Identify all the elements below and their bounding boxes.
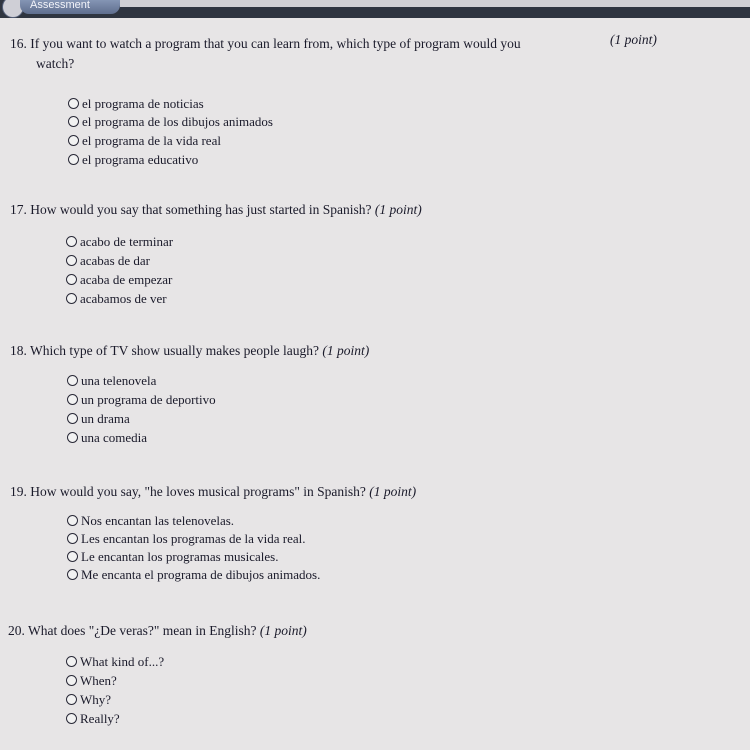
question-18-line1 bbox=[10, 343, 369, 359]
question-20-option-2[interactable]: When? bbox=[66, 673, 117, 689]
question-18-option-2[interactable]: un programa de deportivo bbox=[67, 392, 216, 408]
radio-button-icon[interactable] bbox=[67, 413, 78, 424]
radio-button-icon[interactable] bbox=[66, 293, 77, 304]
question-16-line1 bbox=[10, 36, 521, 52]
top-bar bbox=[0, 0, 750, 18]
tab-assessment[interactable]: Assessment bbox=[20, 0, 120, 14]
radio-button-icon[interactable] bbox=[67, 432, 78, 443]
question-20-line1 bbox=[8, 623, 307, 639]
question-18-number: 18. bbox=[10, 343, 27, 358]
question-18-points: (1 point) bbox=[322, 343, 370, 358]
question-17-number: 17. bbox=[10, 202, 27, 217]
question-20-text: What does "¿De veras?" mean in English? bbox=[28, 623, 257, 638]
question-16-text: If you want to watch a program that you can learn from, which type of program would you bbox=[30, 36, 521, 51]
radio-button-icon[interactable] bbox=[66, 675, 77, 686]
question-20-option-3[interactable]: Why? bbox=[66, 692, 111, 708]
question-19-text: How would you say, "he loves musical programs" in Spanish? bbox=[30, 484, 366, 499]
radio-button-icon[interactable] bbox=[68, 135, 79, 146]
question-18-option-1[interactable]: una telenovela bbox=[67, 373, 156, 389]
radio-button-icon[interactable] bbox=[67, 569, 78, 580]
question-20-points: (1 point) bbox=[259, 623, 307, 638]
question-18-option-3[interactable]: un drama bbox=[67, 411, 130, 427]
question-20-number: 20. bbox=[8, 623, 25, 638]
question-18-text: Which type of TV show usually makes people laugh? bbox=[30, 343, 319, 358]
radio-button-icon[interactable] bbox=[66, 713, 77, 724]
radio-button-icon[interactable] bbox=[67, 394, 78, 405]
radio-button-icon[interactable] bbox=[68, 98, 79, 109]
radio-button-icon[interactable] bbox=[66, 274, 77, 285]
radio-button-icon[interactable] bbox=[68, 116, 79, 127]
radio-button-icon[interactable] bbox=[67, 515, 78, 526]
question-16-option-2[interactable]: el programa de los dibujos animados bbox=[68, 114, 273, 130]
question-17-option-4[interactable]: acabamos de ver bbox=[66, 291, 167, 307]
radio-button-icon[interactable] bbox=[66, 656, 77, 667]
question-16-number: 16. bbox=[10, 36, 27, 51]
question-17-line1 bbox=[10, 202, 422, 218]
question-20-option-4[interactable]: Really? bbox=[66, 711, 120, 727]
radio-button-icon[interactable] bbox=[67, 551, 78, 562]
radio-button-icon[interactable] bbox=[67, 533, 78, 544]
question-17-option-2[interactable]: acabas de dar bbox=[66, 253, 150, 269]
question-19-option-1[interactable]: Nos encantan las telenovelas. bbox=[67, 513, 234, 529]
question-19-option-3[interactable]: Le encantan los programas musicales. bbox=[67, 549, 278, 565]
question-19-line1 bbox=[10, 484, 416, 500]
question-20-option-1[interactable]: What kind of...? bbox=[66, 654, 164, 670]
question-17-text: How would you say that something has just started in Spanish? bbox=[30, 202, 372, 217]
top-bar-strip bbox=[120, 0, 750, 7]
radio-button-icon[interactable] bbox=[67, 375, 78, 386]
question-16-option-4[interactable]: el programa educativo bbox=[68, 152, 198, 168]
radio-button-icon[interactable] bbox=[66, 236, 77, 247]
question-17-option-1[interactable]: acabo de terminar bbox=[66, 234, 173, 250]
question-16-option-3[interactable]: el programa de la vida real bbox=[68, 133, 221, 149]
question-19-points: (1 point) bbox=[369, 484, 417, 499]
question-16-points: (1 point) bbox=[610, 32, 657, 47]
question-16-line2: watch? bbox=[36, 56, 75, 71]
radio-button-icon[interactable] bbox=[66, 255, 77, 266]
question-16-option-1[interactable]: el programa de noticias bbox=[68, 96, 204, 112]
radio-button-icon[interactable] bbox=[66, 694, 77, 705]
question-17-points: (1 point) bbox=[374, 202, 422, 217]
radio-button-icon[interactable] bbox=[68, 154, 79, 165]
question-19-option-4[interactable]: Me encanta el programa de dibujos animados. bbox=[67, 567, 320, 583]
question-18-option-4[interactable]: una comedia bbox=[67, 430, 147, 446]
question-19-option-2[interactable]: Les encantan los programas de la vida real. bbox=[67, 531, 306, 547]
question-17-option-3[interactable]: acaba de empezar bbox=[66, 272, 172, 288]
question-19-number: 19. bbox=[10, 484, 27, 499]
